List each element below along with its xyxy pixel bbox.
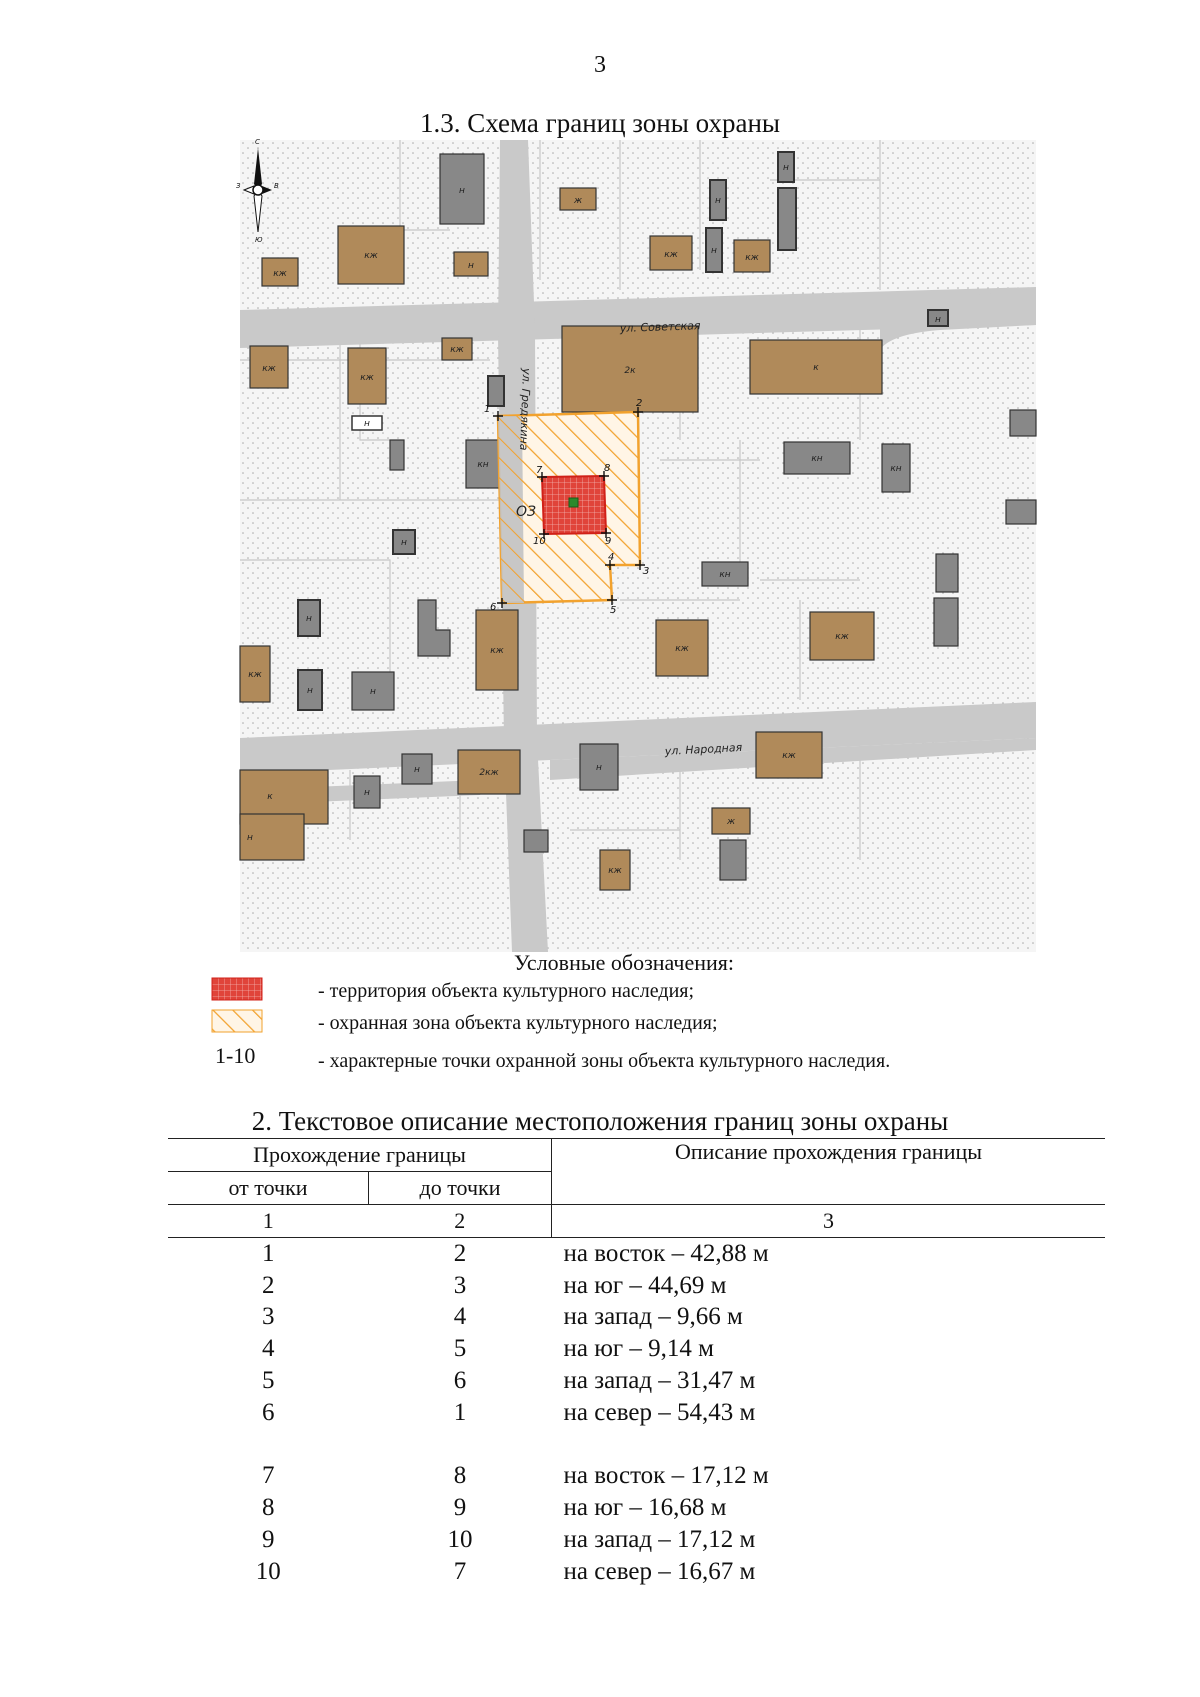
street-label-sovetskaya: ул. Советская [619,319,701,335]
building [936,554,958,592]
svg-text:7: 7 [536,465,543,476]
svg-text:н: н [596,763,602,773]
boundary-map [236,138,1036,952]
svg-text:к: к [267,792,273,802]
svg-text:кн: кн [477,460,489,470]
building [390,440,404,470]
building [524,830,548,852]
table-row: 2 3 на юг – 44,69 м [262,1271,727,1299]
building [934,598,958,646]
table-row: 1 2 на восток – 42,88 м [262,1239,769,1267]
svg-text:кж: кж [248,670,262,680]
svg-text:кн: кн [811,454,823,464]
svg-text:10: 10 [533,536,546,547]
svg-text:кж: кж [490,646,504,656]
svg-text:н: н [711,246,717,256]
svg-text:н: н [935,315,941,325]
legend-zone-swatch [212,1010,262,1032]
section-title-description: 2. Текстовое описание местоположения границ зоны охраны [251,1106,949,1136]
svg-text:8: 8 [604,463,611,474]
svg-text:н: н [364,788,370,798]
svg-text:ж: ж [726,817,736,827]
table-spacer [168,1429,1105,1461]
svg-text:н: н [414,765,420,775]
svg-text:2: 2 [636,398,643,409]
building [488,376,504,406]
svg-text:2к: 2к [624,366,636,376]
building [720,840,746,880]
svg-text:З: З [236,182,241,190]
boundary-description-table [168,1138,1105,1588]
table-row: 6 1 на север – 54,43 м [262,1398,756,1426]
svg-text:9: 9 [605,536,612,547]
svg-text:кж: кж [273,269,287,279]
building [1006,500,1036,524]
header-from: от точки [168,1172,369,1205]
table-row: 4 5 на юг – 9,14 м [262,1335,714,1363]
protection-zone-label: ОЗ [516,504,536,520]
svg-text:н: н [307,686,313,696]
svg-text:кж: кж [364,251,378,261]
header-to: до точки [369,1172,552,1205]
legend-points-text: - характерные точки охранной зоны объекта культурного наследия. [318,1050,891,1072]
svg-text:кж: кж [675,644,689,654]
header-group: Прохождение границы [168,1139,552,1172]
table-row: 8 9 на юг – 16,68 м [262,1494,727,1522]
svg-text:2кж: 2кж [479,768,499,778]
svg-text:кж: кж [360,373,374,383]
svg-text:4: 4 [608,552,615,563]
svg-text:ж: ж [573,196,583,206]
svg-text:н: н [247,833,253,843]
table-row: 7 8 на восток – 17,12 м [262,1462,769,1490]
svg-text:н: н [783,163,789,173]
svg-text:5: 5 [610,605,617,616]
building [1010,410,1036,436]
legend-title: Условные обозначения: [514,950,735,975]
svg-text:кж: кж [782,751,796,761]
table-header-row [168,1139,1105,1172]
building [778,188,796,250]
svg-text:3: 3 [643,566,650,577]
svg-text:кж: кж [835,632,849,642]
svg-text:кж: кж [450,345,464,355]
table-row: 9 10 на запад – 17,12 м [262,1526,756,1554]
svg-text:Ю: Ю [255,236,263,244]
legend-points-symbol: 1-10 [215,1043,256,1068]
svg-text:С: С [255,138,260,146]
table-row: 10 7 на север – 16,67 м [255,1557,756,1585]
svg-text:н: н [715,196,721,206]
heritage-object-marker [569,498,578,507]
svg-text:н: н [364,419,370,429]
legend-heritage-text: - территория объекта культурного наследия; [318,980,695,1002]
svg-text:н: н [306,614,312,624]
page-number: 3 [594,52,606,78]
svg-text:н: н [459,186,465,196]
svg-text:В: В [274,182,279,190]
table-row: 5 6 на запад – 31,47 м [262,1367,756,1395]
section-title-scheme: 1.3. Схема границ зоны охраны [419,108,781,138]
svg-text:кж: кж [262,364,276,374]
svg-text:кн: кн [719,570,731,580]
svg-text:кж: кж [745,253,759,263]
street-label-gredyakina: ул. Гредякина [517,367,533,451]
table-row: 3 4 на запад – 9,66 м [262,1303,743,1331]
table-column-numbers: 1 2 3 [168,1205,1105,1238]
svg-text:кн: кн [890,464,902,474]
svg-text:кж: кж [664,250,678,260]
legend-heritage-swatch [212,978,262,1000]
svg-text:н: н [401,538,407,548]
svg-text:6: 6 [490,602,497,613]
svg-text:н: н [468,261,474,271]
legend-zone-text: - охранная зона объекта культурного наследия; [318,1012,718,1034]
street-label-narodnaya: ул. Народная [664,740,743,758]
svg-text:кж: кж [608,866,622,876]
header-description: Описание прохождения границы [552,1139,1106,1205]
svg-text:н: н [370,687,376,697]
svg-text:1: 1 [484,404,491,415]
svg-text:к: к [813,363,819,373]
